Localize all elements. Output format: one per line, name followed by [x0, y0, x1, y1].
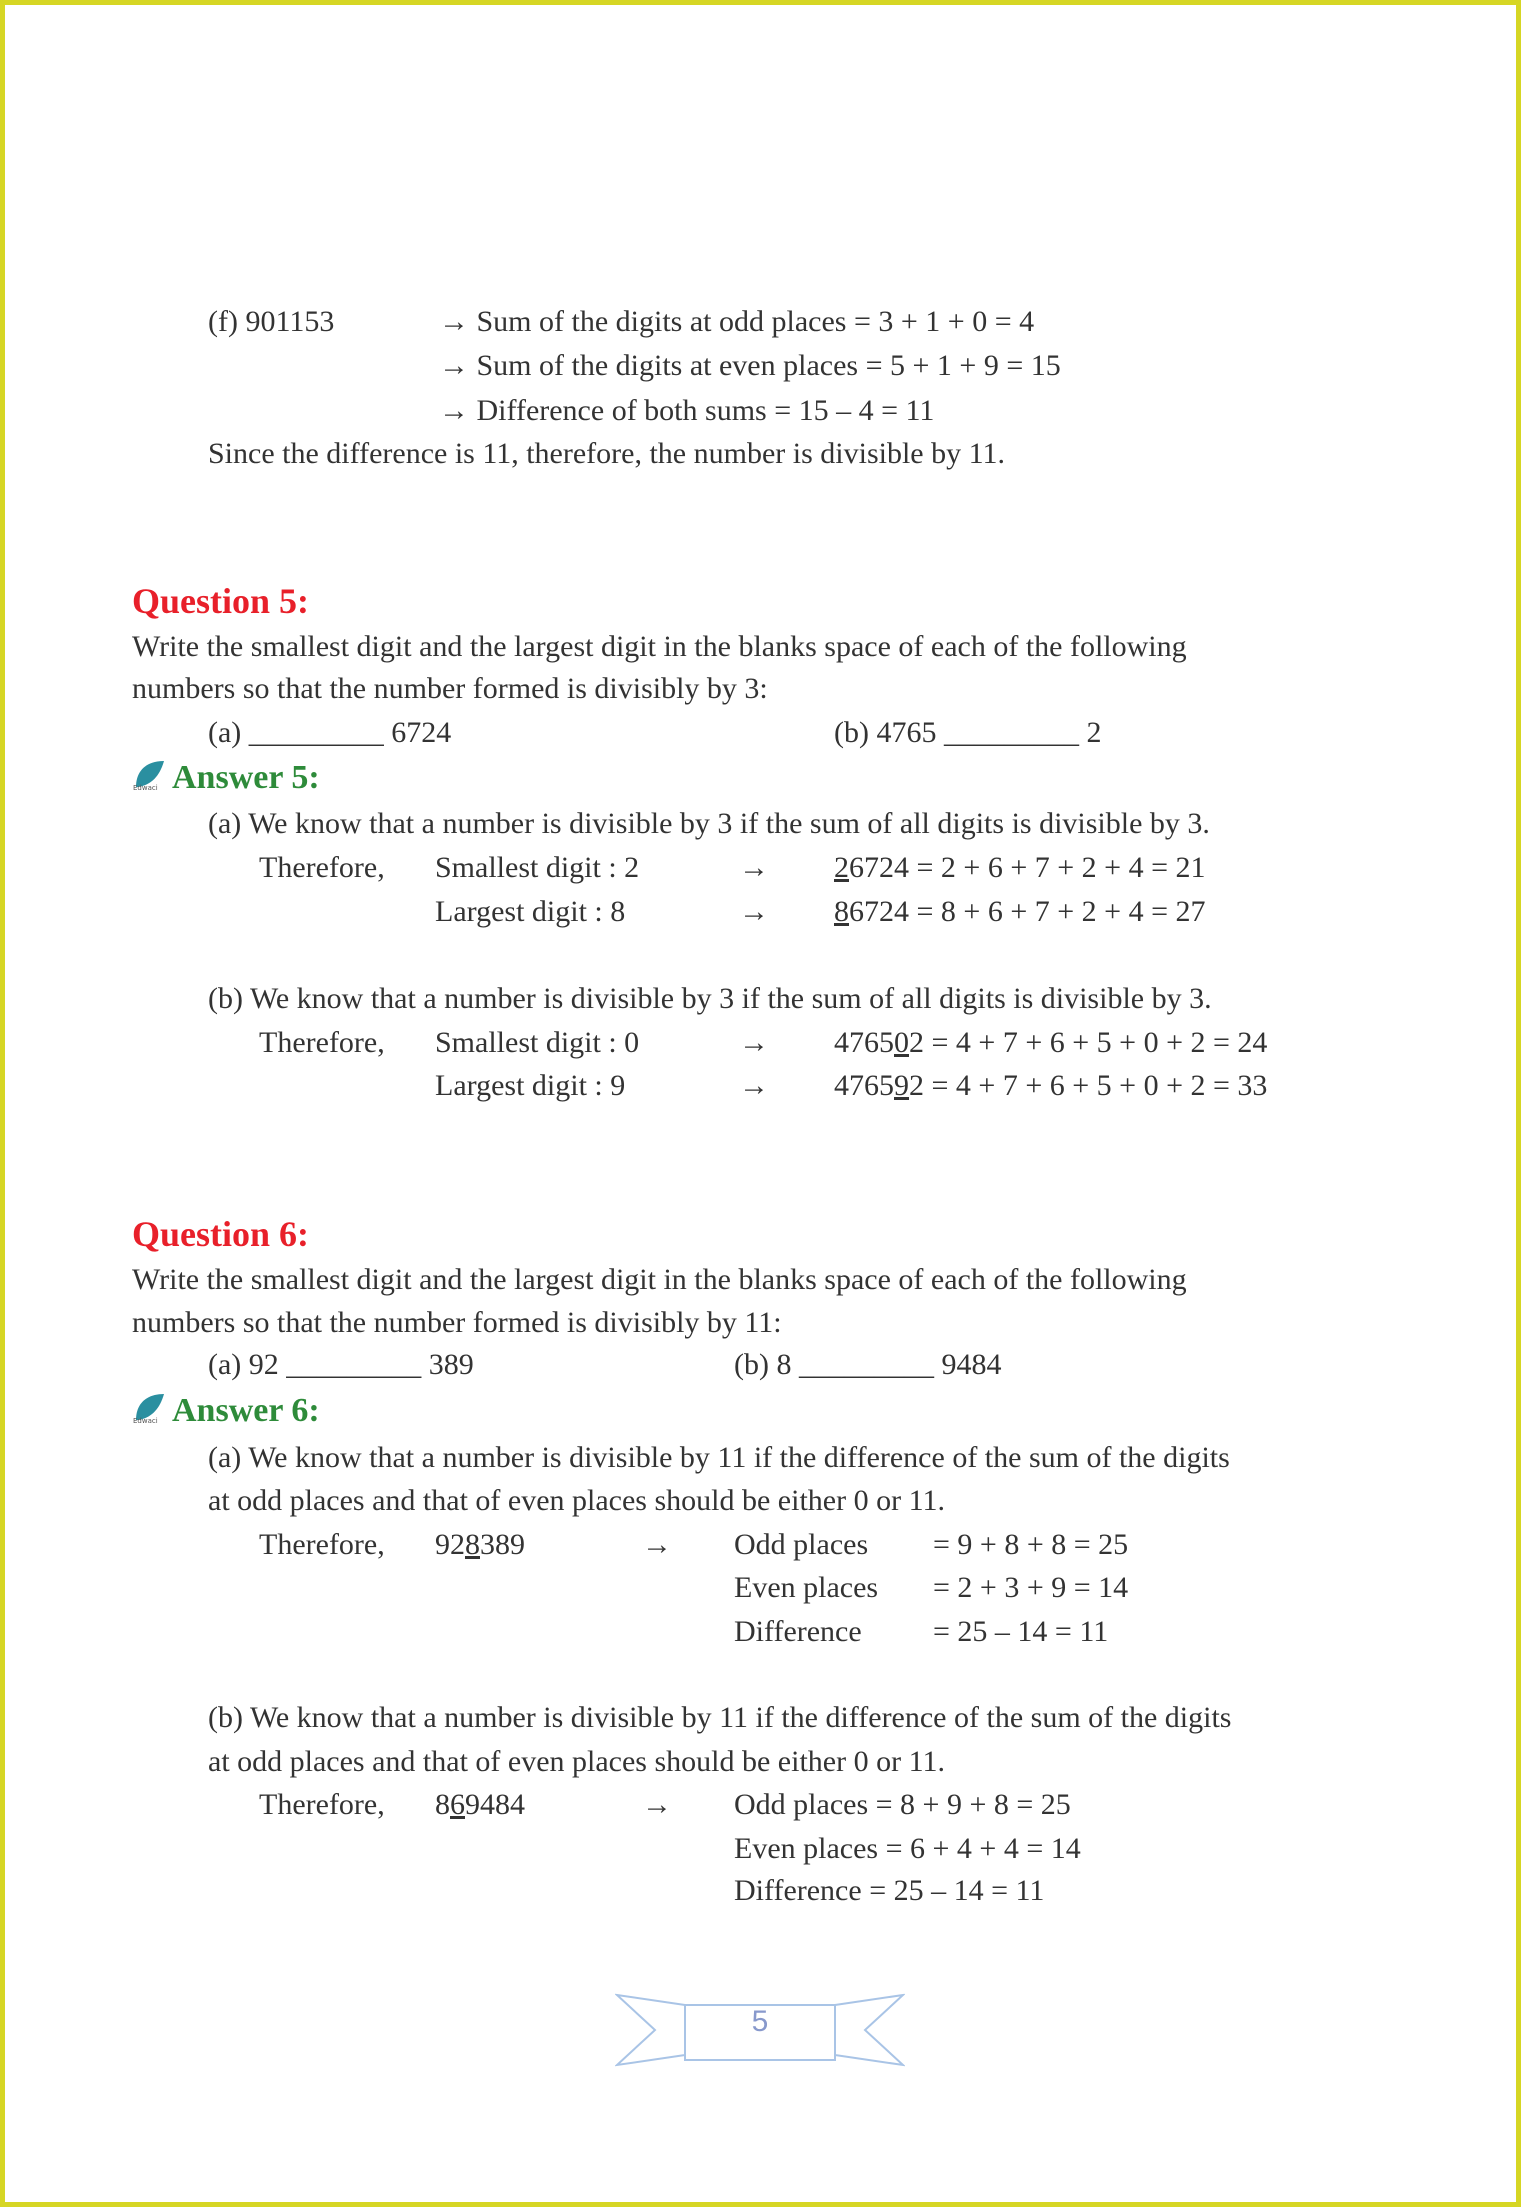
- answer-5b-intro: (b) We know that a number is divisible by 3 if the sum of all digits is divisible by 3.: [208, 982, 1212, 1015]
- question-5-text: numbers so that the number formed is divisibly by 3:: [132, 672, 768, 705]
- therefore-label: Therefore,: [259, 1788, 385, 1821]
- number: 928389: [435, 1528, 525, 1561]
- smallest-digit-label: Smallest digit : 2: [435, 851, 640, 884]
- part-f-line: → Sum of the digits at even places = 5 + 1 + 9 = 15: [439, 349, 1061, 382]
- arrow-icon: →: [642, 1528, 672, 1561]
- answer-6b-intro: at odd places and that of even places should be either 0 or 11.: [208, 1745, 945, 1778]
- arrow-icon: →: [739, 1026, 769, 1059]
- difference-value: = 25 – 14 = 11: [933, 1615, 1109, 1648]
- answer-5a-intro: (a) We know that a number is divisible by 3 if the sum of all digits is divisible by 3.: [208, 807, 1210, 840]
- difference-label: Difference: [734, 1615, 862, 1648]
- largest-digit-label: Largest digit : 9: [435, 1069, 626, 1102]
- difference: Difference = 25 – 14 = 11: [734, 1874, 1045, 1907]
- question-5-title: Question 5:: [132, 581, 310, 621]
- even-places: Even places = 6 + 4 + 4 = 14: [734, 1832, 1081, 1865]
- equation: 86724 = 8 + 6 + 7 + 2 + 4 = 27: [834, 895, 1206, 928]
- arrow-icon: →: [739, 895, 769, 928]
- edwaci-logo-icon: [132, 757, 166, 791]
- edwaci-logo-icon: [132, 1390, 166, 1424]
- question-5-part-a: (a) _________ 6724: [208, 716, 452, 749]
- equation: 476502 = 4 + 7 + 6 + 5 + 0 + 2 = 24: [834, 1026, 1268, 1059]
- question-6-title: Question 6:: [132, 1214, 310, 1254]
- answer-6a-intro: (a) We know that a number is divisible by 11 if the difference of the sum of the digits: [208, 1441, 1230, 1474]
- question-5-part-b: (b) 4765 _________ 2: [834, 716, 1102, 749]
- part-f-conclusion: Since the difference is 11, therefore, the number is divisible by 11.: [208, 437, 1005, 470]
- smallest-digit-label: Smallest digit : 0: [435, 1026, 640, 1059]
- svg-text:Edwaci: Edwaci: [133, 1417, 158, 1424]
- part-f-line: → Difference of both sums = 15 – 4 = 11: [439, 394, 935, 427]
- largest-digit-label: Largest digit : 8: [435, 895, 626, 928]
- odd-places: Odd places = 8 + 9 + 8 = 25: [734, 1788, 1071, 1821]
- svg-text:Edwaci: Edwaci: [133, 784, 158, 791]
- answer-6-title: Answer 6:: [172, 1392, 320, 1429]
- arrow-icon: →: [739, 851, 769, 884]
- equation: 476592 = 4 + 7 + 6 + 5 + 0 + 2 = 33: [834, 1069, 1268, 1102]
- part-f-line: → Sum of the digits at odd places = 3 + 1 + 0 = 4: [439, 305, 1035, 338]
- question-6-text: numbers so that the number formed is divisibly by 11:: [132, 1306, 782, 1339]
- answer-6b-intro: (b) We know that a number is divisible by 11 if the difference of the sum of the digits: [208, 1701, 1232, 1734]
- arrow-icon: →: [739, 1069, 769, 1102]
- therefore-label: Therefore,: [259, 851, 385, 884]
- question-6-part-a: (a) 92 _________ 389: [208, 1348, 474, 1381]
- part-f-label: (f) 901153: [208, 305, 335, 338]
- question-5-text: Write the smallest digit and the largest digit in the blanks space of each of the following: [132, 630, 1187, 663]
- arrow-icon: →: [642, 1788, 672, 1821]
- therefore-label: Therefore,: [259, 1026, 385, 1059]
- page-number: 5: [751, 2005, 769, 2038]
- odd-places-value: = 9 + 8 + 8 = 25: [933, 1528, 1129, 1561]
- question-6-text: Write the smallest digit and the largest digit in the blanks space of each of the following: [132, 1263, 1187, 1296]
- question-6-part-b: (b) 8 _________ 9484: [734, 1348, 1002, 1381]
- number: 869484: [435, 1788, 525, 1821]
- therefore-label: Therefore,: [259, 1528, 385, 1561]
- equation: 26724 = 2 + 6 + 7 + 2 + 4 = 21: [834, 851, 1206, 884]
- odd-places-label: Odd places: [734, 1528, 869, 1561]
- answer-5-title: Answer 5:: [172, 759, 320, 796]
- answer-6a-intro: at odd places and that of even places should be either 0 or 11.: [208, 1484, 945, 1517]
- even-places-value: = 2 + 3 + 9 = 14: [933, 1571, 1129, 1604]
- even-places-label: Even places: [734, 1571, 879, 1604]
